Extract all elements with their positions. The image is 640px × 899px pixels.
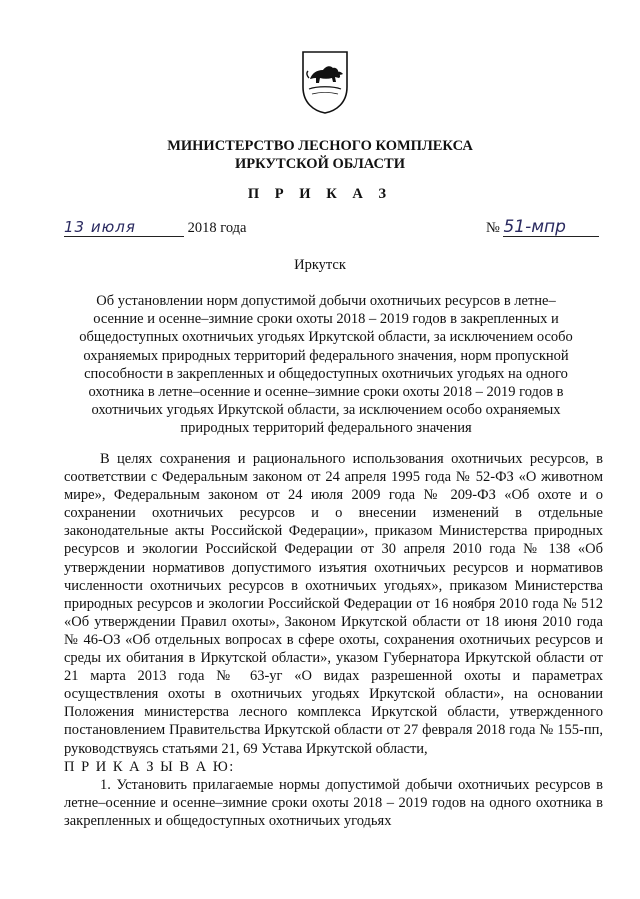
ministry-line-1: МИНИСТЕРСТВО ЛЕСНОГО КОМПЛЕКСА [167, 138, 473, 154]
ministry-line-2: ИРКУТСКОЙ ОБЛАСТИ [235, 156, 405, 172]
handwritten-number: 51-мпр [503, 218, 599, 237]
order-word: П Р И К А З Ы В А Ю: [64, 758, 235, 775]
order-title: П Р И К А З [247, 186, 393, 202]
order-date [64, 218, 246, 237]
order-subject: Об установлении норм допустимой добычи охотничьих ресурсов в летне–осенние и осенне–зимние сроки охоты 2018 – 2019 годов в закрепленных и общедоступных охотничьих угодьях Иркутской области, за исключением особо охраняемых природных территорий федерального значения, норм пропускной способности в закрепленных и общедоступных охотничьих угодьях на одного охотника в летне–осенние и осенне–зимние сроки охоты 2018 – 2019 годов в охотничьих угодьях Иркутской области, за исключением особо охраняемых природных территорий федерального значения [79, 293, 573, 437]
order-number [486, 218, 599, 237]
item-1-paragraph: 1. Установить прилагаемые нормы допустимой добычи охотничьих ресурсов в летне–осенние и осенне–зимние сроки охоты 2018 – 2019 годов на одного охотника в закрепленных и общедоступных охотничьих угодьях [64, 776, 603, 829]
irkutsk-coat-of-arms-icon [300, 49, 350, 115]
city: Иркутск [294, 257, 346, 273]
ministry-name [0, 137, 640, 173]
order-body [64, 450, 603, 830]
date-suffix: 2018 года [187, 220, 247, 236]
preamble-paragraph: В целях сохранения и рационального использования охотничьих ресурсов, в соответствии с Федеральным законом от 24 апреля 1995 года № 52-ФЗ «О животном мире», Федеральным законом от 24 июля 2009 года № 209-ФЗ «Об охоте и о сохранении охотничьих ресурсов и о внесении изменений в отдельные законодательные акты Российской Федерации», приказом Министерства природных ресурсов и экологии Российской Федерации от 30 апреля 2010 года № 138 «Об утверждении нормативов допустимого изъятия охотничьих ресурсов и нормативов численности охотничьих ресурсов в охотничьих угодьях», приказом Министерства природных ресурсов и экологии Российской Федерации от 16 ноября 2010 года № 512 «Об утверждении Правил охоты», Законом Иркутской области от 18 июня 2010 года № 46-ОЗ «Об отдельных вопросах в сфере охоты, сохранения охотничьих ресурсов и среды их обитания в Иркутской области», указом Губернатора Иркутской области от 21 марта 2013 года № 63-уг «О видах разрешенной охоты и параметрах осуществления охоты в охотничьих угодьях Иркутской области», на основании Положения министерства лесного комплекса Иркутской области, утвержденного постановлением Правительства Иркутской области от 27 февраля 2018 года № 155-пп, руководствуясь статьями 21, 69 Устава Иркутской области, [64, 451, 603, 757]
handwritten-date: 13 июля [64, 218, 184, 237]
number-prefix: № [486, 220, 500, 236]
